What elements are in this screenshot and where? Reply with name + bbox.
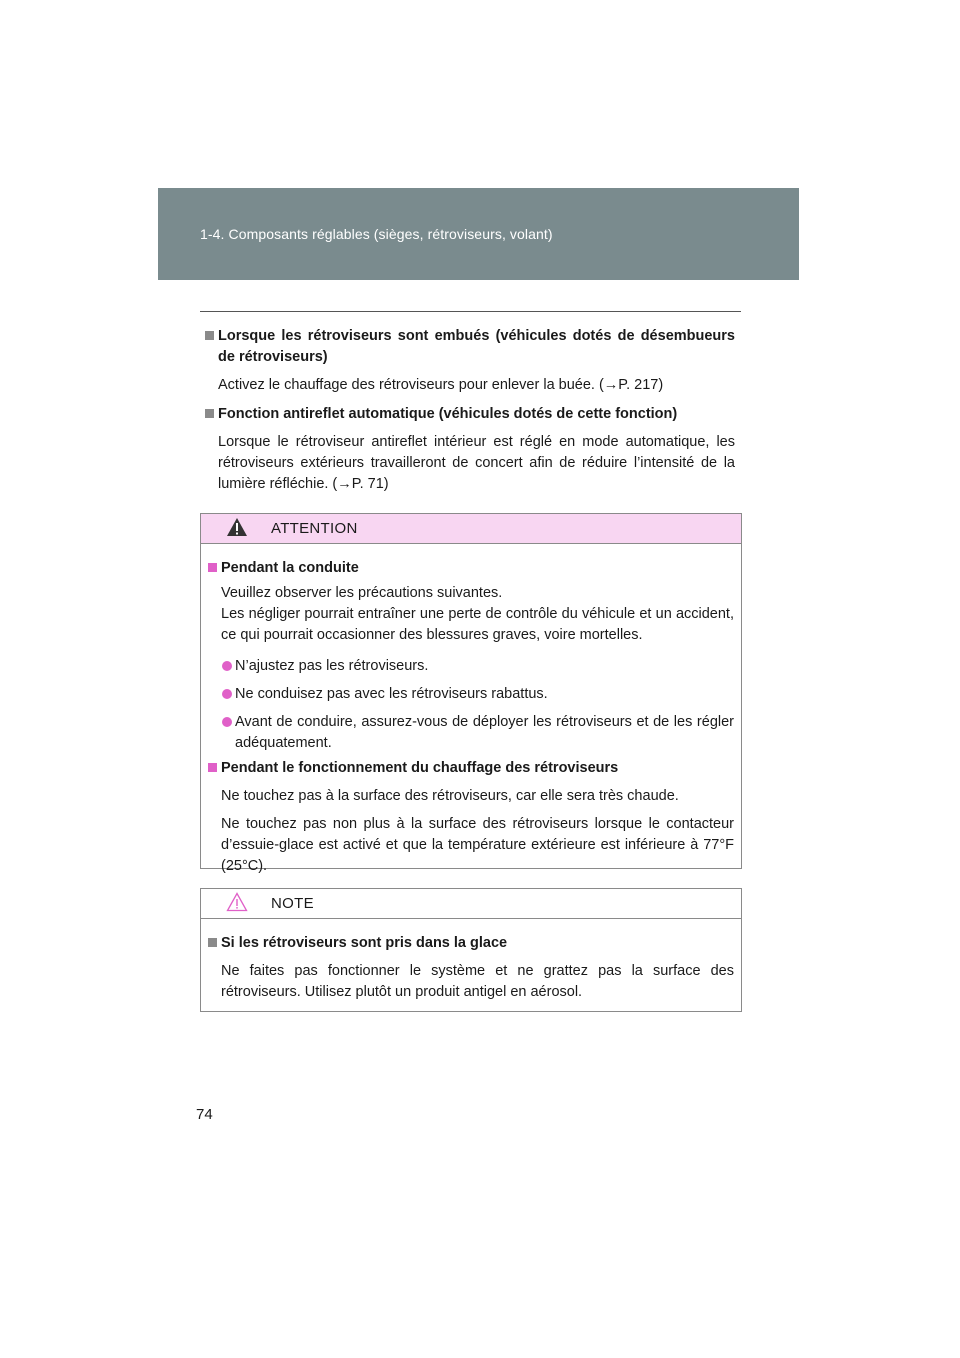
square-bullet-icon bbox=[208, 938, 217, 947]
intro-paragraph: Lorsque le rétroviseur antireflet intérieur est réglé en mode automatique, les rétroviseurs extérieurs travailleront de concert afin de réduire l’intensité de la lumière réfléchie. (→P. 71) bbox=[218, 434, 735, 492]
warning-icon bbox=[226, 517, 248, 537]
square-bullet-icon bbox=[205, 409, 214, 418]
note-label: NOTE bbox=[271, 895, 314, 912]
note-header bbox=[201, 889, 741, 919]
list-item: N’ajustez pas les rétroviseurs. bbox=[208, 656, 734, 677]
square-bullet-icon bbox=[208, 763, 217, 772]
list-item: Ne conduisez pas avec les rétroviseurs rabattus. bbox=[208, 684, 734, 705]
page-number: 74 bbox=[196, 1106, 213, 1123]
circle-bullet-icon bbox=[222, 661, 232, 671]
attention-paragraph: Ne touchez pas non plus à la surface des rétroviseurs lorsque le contacteur d’essuie-glace est activé et que la température extérieure est inférieure à 77°F (25°C). bbox=[221, 816, 734, 874]
intro-section-title: Lorsque les rétroviseurs sont embués (véhicules dotés de désembueurs de rétroviseurs) bbox=[205, 326, 735, 368]
attention-paragraph: Ne touchez pas à la surface des rétroviseurs, car elle sera très chaude. bbox=[221, 788, 679, 804]
attention-paragraph: Veuillez observer les précautions suivantes. bbox=[221, 585, 503, 601]
header-divider bbox=[200, 311, 741, 312]
note-box bbox=[200, 888, 742, 1012]
intro-content bbox=[205, 326, 735, 495]
note-body bbox=[201, 919, 741, 1003]
attention-section-title: Pendant la conduite bbox=[208, 558, 734, 579]
intro-paragraph: Activez le chauffage des rétroviseurs pour enlever la buée. (→P. 217) bbox=[218, 377, 664, 393]
chapter-header bbox=[158, 188, 799, 280]
circle-bullet-icon bbox=[222, 689, 232, 699]
circle-bullet-icon bbox=[222, 717, 232, 727]
note-paragraph: Ne faites pas fonctionner le système et ne grattez pas la surface des rétroviseurs. Utilisez plutôt un produit antigel en aérosol. bbox=[221, 963, 734, 1000]
square-bullet-icon bbox=[208, 563, 217, 572]
list-item: Avant de conduire, assurez-vous de déployer les rétroviseurs et de les régler adéquatement. bbox=[208, 712, 734, 754]
square-bullet-icon bbox=[205, 331, 214, 340]
attention-body bbox=[201, 544, 741, 877]
attention-paragraph: Les négliger pourrait entraîner une perte de contrôle du véhicule et un accident, ce qui pourrait occasionner des blessures graves, voire mortelles. bbox=[221, 606, 734, 643]
chapter-title: 1-4. Composants réglables (sièges, rétroviseurs, volant) bbox=[200, 226, 553, 242]
note-section-title: Si les rétroviseurs sont pris dans la glace bbox=[208, 933, 734, 954]
caution-icon bbox=[226, 892, 248, 912]
attention-box bbox=[200, 513, 742, 874]
attention-label: ATTENTION bbox=[271, 520, 358, 537]
attention-section-title: Pendant le fonctionnement du chauffage des rétroviseurs bbox=[208, 758, 734, 779]
intro-section-title: Fonction antireflet automatique (véhicules dotés de cette fonction) bbox=[205, 404, 735, 425]
attention-header bbox=[201, 514, 741, 544]
